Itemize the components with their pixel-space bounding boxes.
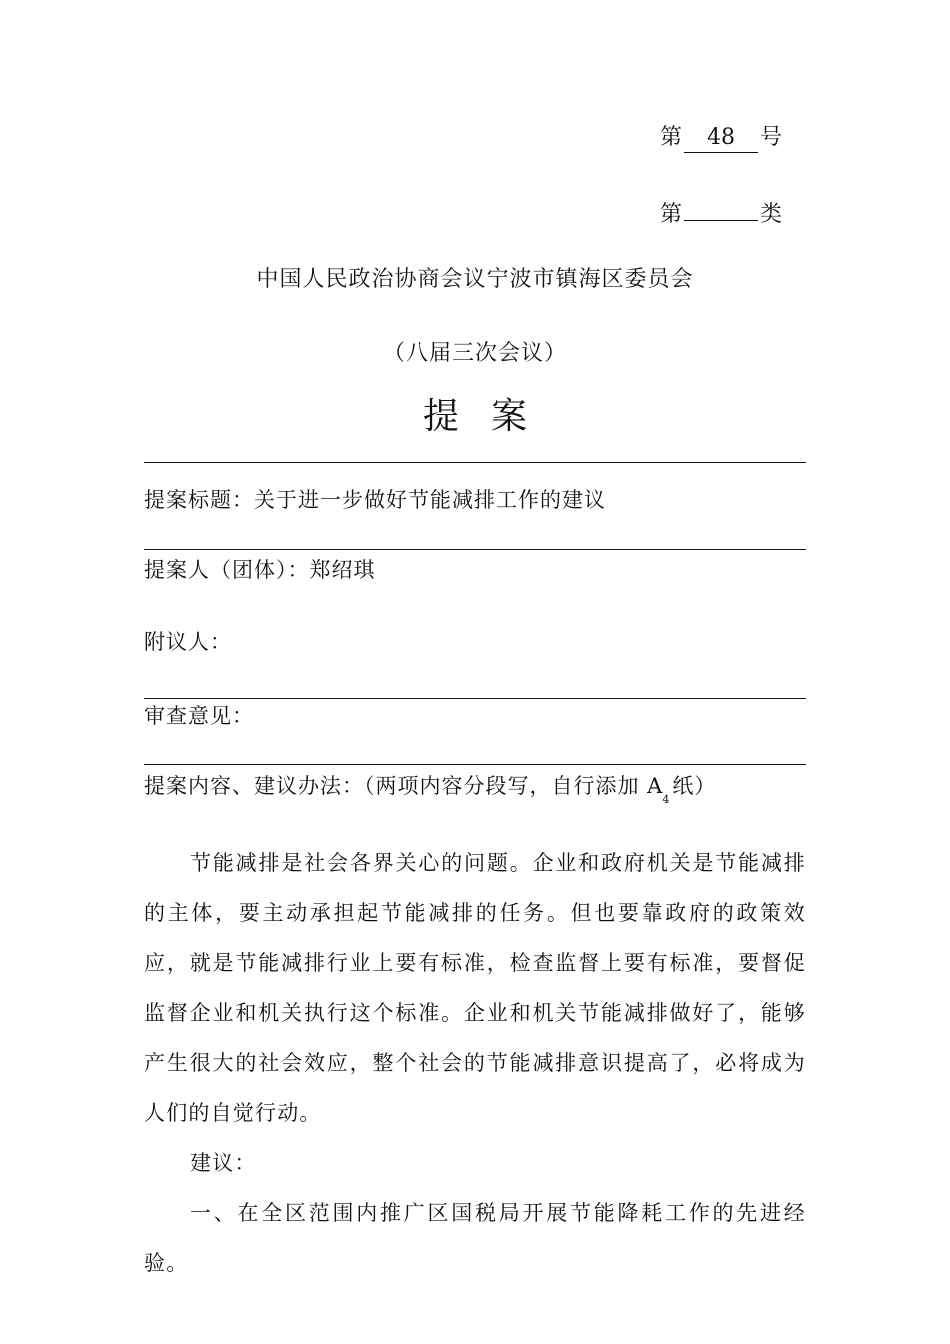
content-label: 提案内容、建议办法：（两项内容分段写，自行添加 A [144, 774, 664, 798]
cosigner-label: 附议人： [144, 630, 232, 654]
proposer-label: 提案人（团体）： [144, 558, 310, 582]
content-field [144, 770, 717, 806]
review-label: 审查意见： [144, 704, 254, 728]
page-title: 提案 [422, 396, 559, 437]
body-paragraph: 建议： [190, 1151, 257, 1175]
organization-name: 中国人民政治协商会议宁波市镇海区委员会 [256, 267, 694, 292]
body-paragraph: 节能减排是社会各界关心的问题。企业和政府机关是节能减排的主体，要主动承担起节能减排的任务。但也要靠政府的政策效应，就是节能减排行业上要有标准，检查监督上要有标准，要督促监督企业和机关执行这个标准。企业和机关节能减排做好了，能够产生很大的社会效应，整个社会的节能减排意识提高了，必将成为人们的自觉行动。 [144, 851, 806, 1125]
divider [144, 764, 806, 765]
number-prefix: 第 [660, 125, 683, 150]
proposer-field [144, 554, 376, 584]
body-paragraph: 一、在全区范围内推广区国税局开展节能降耗工作的先进经验。 [144, 1201, 806, 1275]
proposal-category [660, 192, 782, 228]
proposal-title-field [144, 484, 606, 514]
proposal-title-value: 关于进一步做好节能减排工作的建议 [254, 488, 606, 512]
category-suffix: 类 [760, 202, 783, 227]
proposer-value: 郑绍琪 [309, 558, 376, 582]
session-name: （八届三次会议） [382, 341, 567, 366]
content-label-subscript: 4 [662, 793, 671, 806]
category-value [684, 192, 758, 221]
cosigner-field [144, 626, 232, 656]
category-prefix: 第 [660, 202, 683, 227]
proposal-title-label: 提案标题： [144, 488, 254, 512]
number-value: 48 [684, 124, 758, 153]
proposal-body [144, 838, 806, 1288]
review-field [144, 700, 254, 730]
divider [144, 462, 806, 463]
content-label-end: 纸） [672, 774, 717, 798]
number-suffix: 号 [760, 125, 783, 150]
divider [144, 698, 806, 699]
divider [144, 549, 806, 550]
proposal-number [660, 120, 782, 153]
